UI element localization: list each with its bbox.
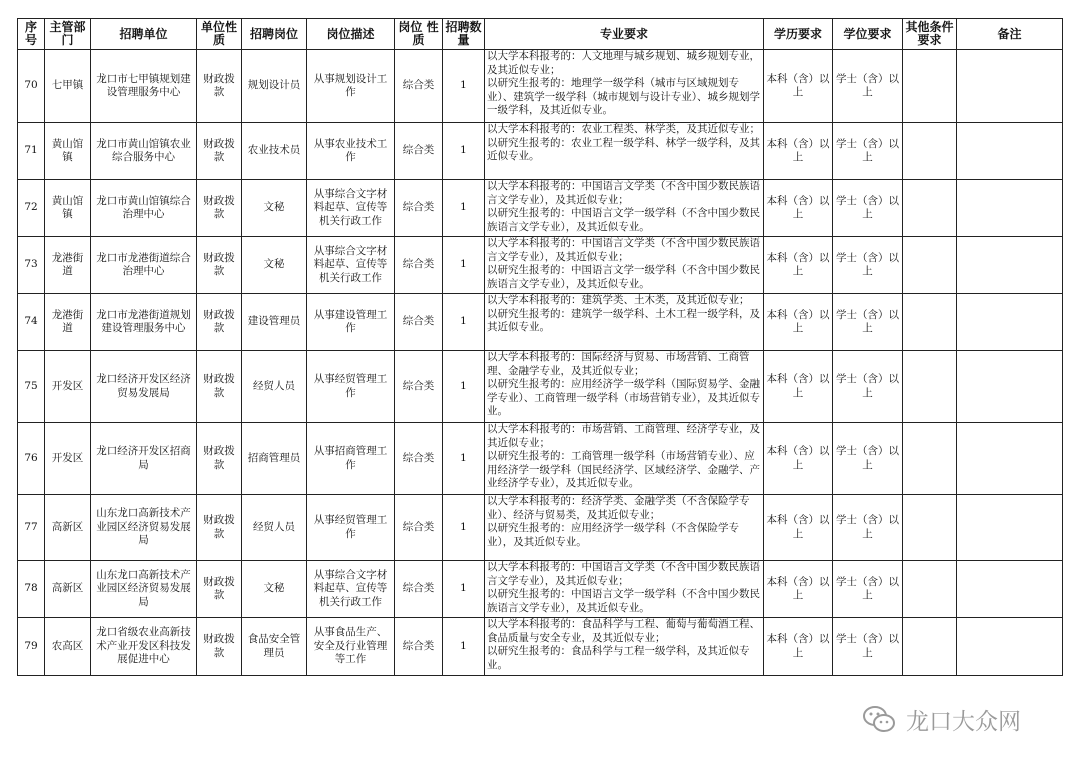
cell-edu: 本科（含）以上 [764, 237, 833, 294]
major-requirement-line: 以研究生报考的：应用经济学一级学科（不含保险学专业），及其近似专业。 [487, 522, 739, 548]
table-row [18, 180, 1063, 237]
watermark [862, 702, 1021, 736]
major-requirement-line: 以研究生报考的：中国语言文学一级学科（不含中国少数民族语言文学专业），及其近似专业。 [487, 207, 760, 233]
cell-note [957, 351, 1063, 423]
cell-count: 1 [443, 351, 485, 423]
table-row [18, 50, 1063, 123]
cell-category: 综合类 [395, 423, 443, 495]
cell-unit: 龙口经济开发区经济贸易发展局 [91, 351, 197, 423]
cell-count: 1 [443, 294, 485, 351]
cell-nature: 财政拨款 [197, 180, 242, 237]
cell-note [957, 123, 1063, 180]
header-post: 招聘岗位 [242, 19, 307, 50]
cell-major [485, 237, 764, 294]
cell-category: 综合类 [395, 123, 443, 180]
cell-major [485, 423, 764, 495]
cell-other [903, 123, 957, 180]
header-category: 岗位 性质 [395, 19, 443, 50]
major-requirement-line: 以大学本科报考的：农业工程类、林学类，及其近似专业； [487, 123, 760, 135]
cell-post: 经贸人员 [242, 351, 307, 423]
cell-count: 1 [443, 423, 485, 495]
cell-seq: 77 [18, 495, 45, 561]
cell-edu: 本科（含）以上 [764, 50, 833, 123]
cell-degree: 学士（含）以上 [833, 618, 903, 676]
cell-count: 1 [443, 237, 485, 294]
major-requirement-line: 以大学本科报考的：市场营销、工商管理、经济学专业，及其近似专业； [487, 423, 760, 449]
cell-edu: 本科（含）以上 [764, 351, 833, 423]
header-degree: 学位要求 [833, 19, 903, 50]
cell-other [903, 294, 957, 351]
cell-category: 综合类 [395, 495, 443, 561]
cell-category: 综合类 [395, 294, 443, 351]
cell-major [485, 495, 764, 561]
cell-unit: 龙口市龙港街道规划建设管理服务中心 [91, 294, 197, 351]
cell-edu: 本科（含）以上 [764, 294, 833, 351]
cell-major [485, 180, 764, 237]
cell-other [903, 495, 957, 561]
cell-desc: 从事综合文字材料起草、宣传等机关行政工作 [307, 561, 395, 618]
cell-unit: 龙口市龙港街道综合治理中心 [91, 237, 197, 294]
major-requirement-line: 以研究生报考的：食品科学与工程一级学科，及其近似专业。 [487, 645, 750, 671]
cell-seq: 71 [18, 123, 45, 180]
cell-desc: 从事食品生产、安全及行业管理等工作 [307, 618, 395, 676]
header-seq: 序号 [18, 19, 45, 50]
cell-category: 综合类 [395, 351, 443, 423]
cell-unit: 龙口市黄山馆镇农业综合服务中心 [91, 123, 197, 180]
cell-desc: 从事综合文字材料起草、宣传等机关行政工作 [307, 237, 395, 294]
cell-desc: 从事综合文字材料起草、宣传等机关行政工作 [307, 180, 395, 237]
table-row [18, 561, 1063, 618]
cell-unit: 龙口经济开发区招商局 [91, 423, 197, 495]
cell-degree: 学士（含）以上 [833, 237, 903, 294]
cell-major [485, 561, 764, 618]
major-requirement-line: 以大学本科报考的：人文地理与城乡规划、城乡规划专业，及其近似专业； [487, 50, 760, 76]
cell-unit: 山东龙口高新技术产业园区经济贸易发展局 [91, 561, 197, 618]
cell-dept: 高新区 [45, 561, 91, 618]
header-dept: 主管部门 [45, 19, 91, 50]
cell-post: 招商管理员 [242, 423, 307, 495]
cell-nature: 财政拨款 [197, 561, 242, 618]
cell-post: 经贸人员 [242, 495, 307, 561]
header-desc: 岗位描述 [307, 19, 395, 50]
table-row [18, 618, 1063, 676]
cell-nature: 财政拨款 [197, 495, 242, 561]
cell-nature: 财政拨款 [197, 123, 242, 180]
major-requirement-line: 以大学本科报考的：中国语言文学类（不含中国少数民族语言文学专业），及其近似专业； [487, 561, 760, 587]
cell-post: 食品安全管理员 [242, 618, 307, 676]
table-row [18, 351, 1063, 423]
cell-count: 1 [443, 561, 485, 618]
cell-note [957, 423, 1063, 495]
cell-seq: 74 [18, 294, 45, 351]
cell-seq: 78 [18, 561, 45, 618]
cell-post: 文秘 [242, 561, 307, 618]
cell-other [903, 351, 957, 423]
header-major: 专业要求 [485, 19, 764, 50]
header-note: 备注 [957, 19, 1063, 50]
cell-seq: 72 [18, 180, 45, 237]
cell-unit: 龙口省级农业高新技术产业开发区科技发展促进中心 [91, 618, 197, 676]
cell-nature: 财政拨款 [197, 423, 242, 495]
header-unit: 招聘单位 [91, 19, 197, 50]
cell-major [485, 294, 764, 351]
cell-major [485, 351, 764, 423]
cell-count: 1 [443, 50, 485, 123]
header-nature: 单位性质 [197, 19, 242, 50]
major-requirement-line: 以研究生报考的：工商管理一级学科（市场营销专业）、应用经济学一级学科（国民经济学、区域经济学、金融学、产业经济学专业），及其近似专业。 [487, 450, 760, 489]
table-body [18, 50, 1063, 676]
cell-unit: 山东龙口高新技术产业园区经济贸易发展局 [91, 495, 197, 561]
cell-edu: 本科（含）以上 [764, 123, 833, 180]
cell-post: 农业技术员 [242, 123, 307, 180]
major-requirement-line: 以大学本科报考的：食品科学与工程、葡萄与葡萄酒工程、食品质量与安全专业，及其近似专业； [487, 618, 760, 644]
cell-seq: 70 [18, 50, 45, 123]
cell-count: 1 [443, 123, 485, 180]
cell-major [485, 618, 764, 676]
cell-dept: 黄山馆镇 [45, 123, 91, 180]
cell-post: 文秘 [242, 180, 307, 237]
cell-dept: 黄山馆镇 [45, 180, 91, 237]
cell-category: 综合类 [395, 237, 443, 294]
cell-note [957, 237, 1063, 294]
watermark-text: 龙口大众网 [906, 708, 1021, 735]
major-requirement-line: 以大学本科报考的：中国语言文学类（不含中国少数民族语言文学专业），及其近似专业； [487, 237, 760, 263]
table-row [18, 294, 1063, 351]
cell-edu: 本科（含）以上 [764, 423, 833, 495]
cell-edu: 本科（含）以上 [764, 561, 833, 618]
recruitment-table [17, 18, 1063, 676]
cell-degree: 学士（含）以上 [833, 294, 903, 351]
cell-seq: 76 [18, 423, 45, 495]
cell-major [485, 50, 764, 123]
cell-major [485, 123, 764, 180]
table-row [18, 123, 1063, 180]
cell-note [957, 294, 1063, 351]
cell-dept: 高新区 [45, 495, 91, 561]
cell-post: 规划设计员 [242, 50, 307, 123]
cell-count: 1 [443, 495, 485, 561]
cell-nature: 财政拨款 [197, 618, 242, 676]
cell-other [903, 561, 957, 618]
cell-desc: 从事建设管理工作 [307, 294, 395, 351]
cell-note [957, 561, 1063, 618]
cell-note [957, 50, 1063, 123]
cell-nature: 财政拨款 [197, 294, 242, 351]
header-edu: 学历要求 [764, 19, 833, 50]
table-row [18, 237, 1063, 294]
cell-note [957, 618, 1063, 676]
cell-other [903, 237, 957, 294]
cell-dept: 龙港街道 [45, 294, 91, 351]
cell-category: 综合类 [395, 618, 443, 676]
cell-degree: 学士（含）以上 [833, 561, 903, 618]
cell-edu: 本科（含）以上 [764, 495, 833, 561]
cell-category: 综合类 [395, 561, 443, 618]
cell-nature: 财政拨款 [197, 351, 242, 423]
table-row [18, 423, 1063, 495]
cell-dept: 开发区 [45, 351, 91, 423]
cell-seq: 73 [18, 237, 45, 294]
header-row [18, 19, 1063, 50]
cell-other [903, 618, 957, 676]
cell-degree: 学士（含）以上 [833, 495, 903, 561]
cell-edu: 本科（含）以上 [764, 180, 833, 237]
cell-note [957, 495, 1063, 561]
major-requirement-line: 以大学本科报考的：中国语言文学类（不含中国少数民族语言文学专业），及其近似专业； [487, 180, 760, 206]
cell-dept: 七甲镇 [45, 50, 91, 123]
cell-count: 1 [443, 618, 485, 676]
cell-edu: 本科（含）以上 [764, 618, 833, 676]
cell-desc: 从事招商管理工作 [307, 423, 395, 495]
cell-post: 文秘 [242, 237, 307, 294]
cell-other [903, 180, 957, 237]
major-requirement-line: 以研究生报考的：中国语言文学一级学科（不含中国少数民族语言文学专业），及其近似专业。 [487, 588, 760, 614]
cell-desc: 从事经贸管理工作 [307, 495, 395, 561]
cell-post: 建设管理员 [242, 294, 307, 351]
cell-degree: 学士（含）以上 [833, 50, 903, 123]
cell-desc: 从事农业技术工作 [307, 123, 395, 180]
major-requirement-line: 以研究生报考的：应用经济学一级学科（国际贸易学、金融学专业）、工商管理一级学科（市场营销专业），及其近似专业。 [487, 378, 760, 417]
cell-degree: 学士（含）以上 [833, 423, 903, 495]
cell-desc: 从事规划设计工作 [307, 50, 395, 123]
cell-degree: 学士（含）以上 [833, 123, 903, 180]
cell-nature: 财政拨款 [197, 237, 242, 294]
major-requirement-line: 以研究生报考的：中国语言文学一级学科（不含中国少数民族语言文学专业），及其近似专业。 [487, 264, 760, 290]
cell-count: 1 [443, 180, 485, 237]
cell-nature: 财政拨款 [197, 50, 242, 123]
cell-dept: 龙港街道 [45, 237, 91, 294]
major-requirement-line: 以大学本科报考的：建筑学类、土木类，及其近似专业； [487, 294, 750, 306]
wechat-icon [862, 704, 896, 734]
cell-other [903, 50, 957, 123]
cell-seq: 75 [18, 351, 45, 423]
cell-other [903, 423, 957, 495]
cell-category: 综合类 [395, 50, 443, 123]
header-other: 其他条件要求 [903, 19, 957, 50]
cell-unit: 龙口市七甲镇规划建设管理服务中心 [91, 50, 197, 123]
cell-degree: 学士（含）以上 [833, 180, 903, 237]
major-requirement-line: 以大学本科报考的：经济学类、金融学类（不含保险学专业）、经济与贸易类，及其近似专业； [487, 495, 750, 521]
cell-note [957, 180, 1063, 237]
cell-dept: 开发区 [45, 423, 91, 495]
cell-seq: 79 [18, 618, 45, 676]
cell-dept: 农高区 [45, 618, 91, 676]
header-count: 招聘数量 [443, 19, 485, 50]
major-requirement-line: 以研究生报考的：地理学一级学科（城市与区域规划专业）、建筑学一级学科（城市规划与设计专业）、城乡规划学一级学科，及其近似专业。 [487, 77, 760, 116]
cell-desc: 从事经贸管理工作 [307, 351, 395, 423]
major-requirement-line: 以大学本科报考的：国际经济与贸易、市场营销、工商管理、金融学专业，及其近似专业； [487, 351, 750, 377]
major-requirement-line: 以研究生报考的：农业工程一级学科、林学一级学科，及其近似专业。 [487, 136, 760, 162]
cell-unit: 龙口市黄山馆镇综合治理中心 [91, 180, 197, 237]
cell-category: 综合类 [395, 180, 443, 237]
table-row [18, 495, 1063, 561]
major-requirement-line: 以研究生报考的：建筑学一级学科、土木工程一级学科，及其近似专业。 [487, 307, 760, 333]
cell-degree: 学士（含）以上 [833, 351, 903, 423]
